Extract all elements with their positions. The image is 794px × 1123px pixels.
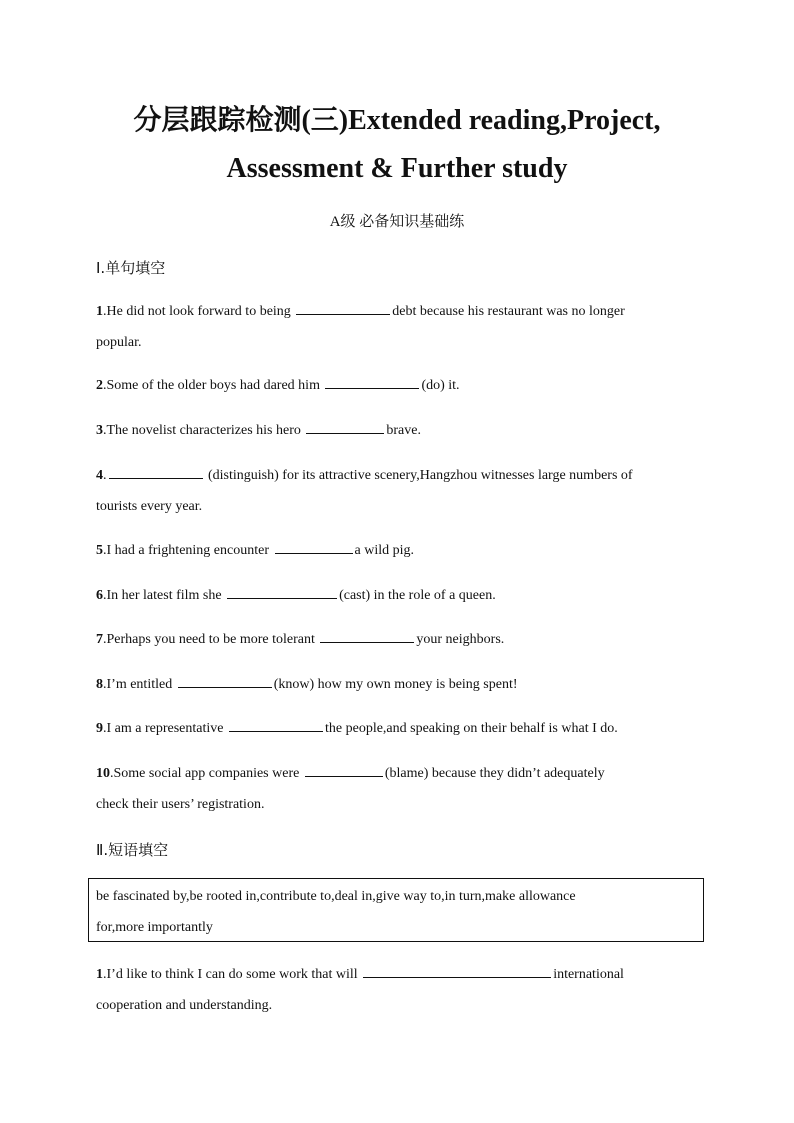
question-text-before: .Some social app companies were xyxy=(110,766,303,781)
question-text-continued: popular. xyxy=(96,335,142,350)
answer-blank[interactable] xyxy=(320,628,414,643)
answer-blank[interactable] xyxy=(296,300,390,315)
question-number: 4 xyxy=(96,468,103,483)
question-text-after: (do) it. xyxy=(421,378,460,393)
page-title-line1: 分层跟踪检测(三)Extended reading,Project, xyxy=(133,105,661,136)
answer-blank[interactable] xyxy=(275,539,353,554)
question-7 xyxy=(96,624,696,655)
question-9 xyxy=(96,713,696,744)
question-text-after: international xyxy=(553,967,624,982)
page-title-line2: Assessment & Further study xyxy=(226,153,568,184)
question-text-before: .I had a frightening encounter xyxy=(103,543,273,558)
question-text-after: debt because his restaurant was no longer xyxy=(392,304,625,319)
question-text-after: (blame) because they didn’t adequately xyxy=(384,766,605,781)
question-number: 1 xyxy=(96,967,103,982)
question-text-before: .In her latest film she xyxy=(103,588,226,603)
section-heading-phrase-fill: Ⅱ.短语填空 xyxy=(96,841,169,859)
question-number: 6 xyxy=(96,588,103,603)
question-number: 5 xyxy=(96,543,103,558)
phrase-question-1 xyxy=(96,959,696,1021)
question-text-continued: check their users’ registration. xyxy=(96,797,265,812)
question-number: 7 xyxy=(96,632,103,647)
answer-blank[interactable] xyxy=(227,584,337,599)
phrase-list-line2: for,more importantly xyxy=(96,920,213,935)
question-text-after: a wild pig. xyxy=(354,543,414,558)
question-text-after: brave. xyxy=(386,423,421,438)
answer-blank[interactable] xyxy=(325,374,419,389)
question-4 xyxy=(96,460,696,522)
question-text-before: .I am a representative xyxy=(103,721,227,736)
question-2 xyxy=(96,370,696,401)
question-text-before: .The novelist characterizes his hero xyxy=(103,423,305,438)
question-3 xyxy=(96,415,696,446)
question-8 xyxy=(96,669,696,700)
question-number: 9 xyxy=(96,721,103,736)
level-label: A级 必备知识基础练 xyxy=(329,214,465,230)
question-number: 1 xyxy=(96,304,103,319)
question-text-after: the people,and speaking on their behalf is what I do. xyxy=(325,721,618,736)
question-5 xyxy=(96,535,696,566)
question-text-continued: tourists every year. xyxy=(96,499,203,514)
question-number: 2 xyxy=(96,378,103,393)
question-text-continued: cooperation and understanding. xyxy=(96,998,273,1013)
question-text-after: (distinguish) for its attractive scenery,Hangzhou witnesses large numbers of xyxy=(204,468,633,483)
answer-blank[interactable] xyxy=(178,673,272,688)
question-number: 3 xyxy=(96,423,103,438)
question-text-before: .Some of the older boys had dared him xyxy=(103,378,324,393)
question-1 xyxy=(96,296,696,358)
question-6 xyxy=(96,580,696,611)
question-text-before: . xyxy=(103,468,107,483)
answer-blank[interactable] xyxy=(306,419,384,434)
question-text-before: .I’d like to think I can do some work that will xyxy=(103,967,362,982)
question-10 xyxy=(96,758,696,820)
question-text-after: (know) how my own money is being spent! xyxy=(273,677,518,692)
answer-blank[interactable] xyxy=(229,717,323,732)
phrase-word-bank xyxy=(88,878,704,942)
answer-blank[interactable] xyxy=(305,762,383,777)
question-text-before: .I’m entitled xyxy=(103,677,176,692)
answer-blank[interactable] xyxy=(363,963,551,978)
phrase-list-line1: be fascinated by,be rooted in,contribute to,deal in,give way to,in turn,make allowance xyxy=(96,889,576,904)
question-number: 10 xyxy=(96,766,110,781)
question-text-before: .He did not look forward to being xyxy=(103,304,295,319)
answer-blank[interactable] xyxy=(109,464,203,479)
section-heading-sentence-fill: Ⅰ.单句填空 xyxy=(96,259,166,277)
question-number: 8 xyxy=(96,677,103,692)
question-text-before: .Perhaps you need to be more tolerant xyxy=(103,632,319,647)
question-text-after: (cast) in the role of a queen. xyxy=(339,588,496,603)
question-text-after: your neighbors. xyxy=(416,632,505,647)
